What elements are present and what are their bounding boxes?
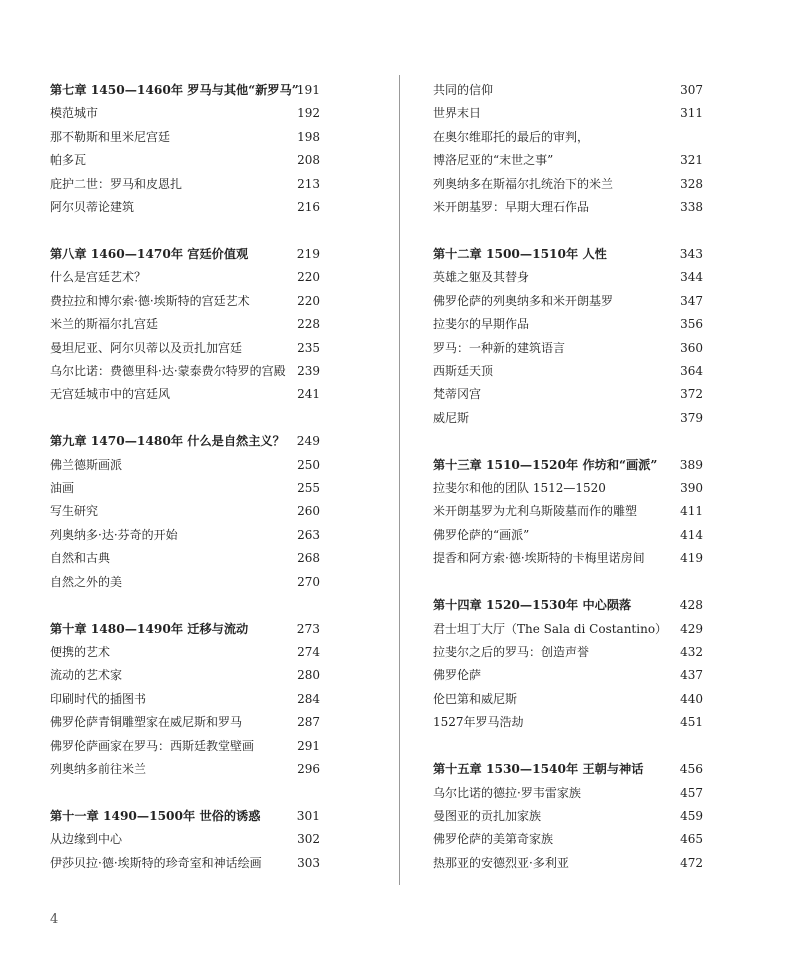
chapter-spacer	[50, 407, 320, 431]
entry-title: 写生研究	[50, 504, 99, 519]
entry-page-number: 429	[680, 621, 703, 636]
chapter-title: 第八章 1460—1470年 宫廷价值观	[50, 246, 249, 261]
entry-page-number: 364	[680, 363, 703, 378]
toc-entry[interactable]	[433, 852, 703, 875]
entry-page-number: 356	[680, 317, 703, 332]
toc-left-column	[50, 79, 320, 875]
chapter-heading[interactable]	[433, 454, 703, 477]
chapter-title: 第十二章 1500—1510年 人性	[433, 246, 607, 261]
chapter-spacer	[433, 735, 703, 759]
chapter-title: 第十四章 1520—1530年 中心陨落	[433, 598, 632, 613]
chapter-page-number: 301	[296, 808, 320, 823]
entry-title: 油画	[50, 481, 75, 496]
chapter-page-number: 219	[296, 246, 320, 261]
chapter-spacer	[50, 781, 320, 805]
toc-entry[interactable]	[50, 735, 320, 758]
entry-title: 从边缘到中心	[50, 832, 123, 847]
entry-title: 共同的信仰	[433, 83, 494, 97]
chapter-heading[interactable]	[50, 243, 320, 266]
toc-entry[interactable]	[433, 618, 703, 641]
toc-entry[interactable]	[50, 852, 320, 875]
toc-entry[interactable]	[433, 828, 703, 851]
entry-title: 便携的艺术	[50, 644, 111, 659]
entry-title: 在奥尔维耶托的最后的审判，	[433, 129, 590, 144]
toc-entry[interactable]	[50, 173, 320, 196]
entry-title: 佛罗伦萨	[433, 668, 482, 683]
entry-title: 拉斐尔之后的罗马：创造声誉	[433, 644, 590, 659]
toc-entry[interactable]	[50, 337, 320, 360]
toc-entry[interactable]	[50, 196, 320, 219]
toc-chapter	[50, 430, 320, 594]
entry-page-number: 302	[297, 832, 320, 847]
entry-page-number: 347	[680, 293, 703, 308]
chapter-page-number: 273	[296, 621, 320, 636]
entry-page-number: 255	[297, 481, 320, 496]
chapter-heading[interactable]	[50, 79, 320, 102]
toc-entry[interactable]	[50, 313, 320, 336]
toc-entry[interactable]	[433, 500, 703, 523]
entry-page-number: 360	[680, 340, 703, 355]
entry-title: 1527年罗马浩劫	[433, 715, 524, 730]
chapter-page-number: 191	[296, 83, 320, 97]
entry-page-number: 260	[297, 504, 320, 519]
entry-page-number: 457	[680, 785, 703, 800]
entry-page-number: 328	[680, 176, 703, 191]
entry-title: 博洛尼亚的“末世之事”	[433, 153, 554, 168]
entry-page-number: 274	[297, 644, 320, 659]
entry-title: 世界末日	[433, 106, 482, 121]
entry-title: 印刷时代的插图书	[50, 691, 147, 706]
toc-entry[interactable]	[50, 266, 320, 289]
chapter-page-number: 249	[296, 434, 320, 449]
entry-title: 伊莎贝拉·德·埃斯特的珍奇室和神话绘画	[50, 855, 262, 870]
entry-title: 自然之外的美	[50, 574, 123, 589]
entry-title: 阿尔贝蒂论建筑	[50, 199, 135, 214]
entry-title: 列奥纳多在斯福尔扎统治下的米兰	[433, 176, 614, 191]
toc-entry[interactable]	[433, 477, 703, 500]
toc-entry[interactable]	[433, 149, 703, 172]
chapter-title: 第十五章 1530—1540年 王朝与神话	[433, 762, 644, 777]
toc-chapter	[433, 758, 703, 875]
entry-page-number: 311	[680, 106, 703, 121]
toc-entry[interactable]	[433, 641, 703, 664]
toc-entry[interactable]	[433, 688, 703, 711]
toc-entry[interactable]	[50, 524, 320, 547]
entry-page-number: 284	[297, 691, 320, 706]
entry-page-number: 280	[297, 668, 320, 683]
entry-title: 佛罗伦萨的列奥纳多和米开朗基罗	[433, 293, 614, 308]
chapter-page-number: 428	[679, 598, 703, 613]
entry-title: 佛兰德斯画派	[50, 457, 123, 472]
entry-page-number: 220	[297, 293, 320, 308]
toc-chapter	[433, 243, 703, 430]
toc-entry[interactable]	[50, 500, 320, 523]
entry-title: 罗马：一种新的建筑语言	[433, 340, 566, 355]
toc-entry[interactable]	[50, 711, 320, 734]
entry-title: 模范城市	[50, 106, 99, 121]
toc-entry[interactable]	[50, 477, 320, 500]
page-number: 4	[50, 912, 59, 927]
entry-page-number: 307	[680, 83, 703, 97]
toc-entry[interactable]	[50, 641, 320, 664]
entry-page-number: 268	[297, 551, 320, 566]
entry-title: 拉斐尔和他的团队 1512—1520	[433, 481, 606, 496]
entry-title: 乌尔比诺：费德里科·达·蒙泰费尔特罗的宫殿	[50, 363, 286, 378]
toc-entry[interactable]	[433, 664, 703, 687]
toc-chapter	[50, 618, 320, 782]
entry-page-number: 372	[680, 387, 703, 402]
entry-title: 列奥纳多前往米兰	[50, 761, 147, 776]
entry-page-number: 390	[680, 481, 703, 496]
toc-entry[interactable]	[50, 547, 320, 570]
entry-page-number: 459	[680, 808, 703, 823]
chapter-spacer	[433, 219, 703, 243]
toc-entry[interactable]	[50, 290, 320, 313]
entry-page-number: 235	[297, 340, 320, 355]
entry-page-number: 270	[297, 574, 320, 589]
chapter-title: 第十一章 1490—1500年 世俗的诱惑	[50, 808, 261, 823]
entry-page-number: 228	[297, 317, 320, 332]
toc-entry[interactable]	[433, 711, 703, 734]
entry-page-number: 440	[680, 691, 703, 706]
toc-entry[interactable]	[50, 102, 320, 125]
chapter-heading[interactable]	[50, 618, 320, 641]
chapter-spacer	[433, 430, 703, 454]
chapter-title: 第十章 1480—1490年 迁移与流动	[50, 621, 249, 636]
entry-title: 流动的艺术家	[50, 668, 123, 683]
chapter-heading[interactable]	[50, 430, 320, 453]
entry-title: 自然和古典	[50, 551, 111, 566]
toc-entry[interactable]	[433, 313, 703, 336]
chapter-spacer	[433, 571, 703, 595]
entry-title: 米兰的斯福尔扎宫廷	[50, 317, 159, 332]
chapter-page-number: 456	[679, 762, 703, 777]
toc-entry[interactable]	[433, 407, 703, 430]
entry-title: 帕多瓦	[50, 153, 87, 168]
entry-page-number: 465	[680, 832, 703, 847]
entry-title: 拉斐尔的早期作品	[433, 317, 530, 332]
entry-page-number: 239	[297, 363, 320, 378]
entry-title: 梵蒂冈宫	[433, 387, 482, 402]
chapter-page-number: 343	[679, 246, 703, 261]
entry-page-number: 414	[680, 527, 703, 542]
entry-title: 米开朗基罗为尤利乌斯陵墓而作的雕塑	[433, 504, 638, 519]
toc-chapter	[433, 79, 703, 219]
entry-page-number: 213	[297, 176, 320, 191]
entry-title: 提香和阿方索·德·埃斯特的卡梅里诺房间	[433, 551, 645, 566]
toc-entry[interactable]	[433, 524, 703, 547]
entry-title: 英雄之躯及其替身	[433, 270, 530, 285]
entry-page-number: 220	[297, 270, 320, 285]
toc-chapter	[50, 805, 320, 875]
toc-entry[interactable]	[433, 173, 703, 196]
entry-title: 乌尔比诺的德拉·罗韦雷家族	[433, 785, 581, 800]
chapter-title: 第十三章 1510—1520年 作坊和“画派”	[433, 457, 658, 472]
entry-page-number: 216	[297, 199, 320, 214]
chapter-page-number: 389	[679, 457, 703, 472]
chapter-spacer	[50, 594, 320, 618]
toc-entry[interactable]	[50, 360, 320, 383]
chapter-heading[interactable]	[433, 594, 703, 617]
entry-page-number: 208	[297, 153, 320, 168]
entry-page-number: 250	[297, 457, 320, 472]
entry-page-number: 419	[680, 551, 703, 566]
toc-entry[interactable]	[433, 102, 703, 125]
entry-page-number: 321	[680, 153, 703, 168]
toc-chapter	[50, 79, 320, 219]
toc-entry[interactable]	[50, 688, 320, 711]
entry-page-number: 296	[297, 761, 320, 776]
chapter-heading[interactable]	[433, 243, 703, 266]
entry-page-number: 192	[297, 106, 320, 121]
entry-page-number: 437	[680, 668, 703, 683]
entry-title: 佛罗伦萨的“画派”	[433, 527, 530, 542]
entry-title: 佛罗伦萨青铜雕塑家在威尼斯和罗马	[50, 715, 243, 730]
entry-page-number: 303	[297, 855, 320, 870]
toc-entry[interactable]	[433, 782, 703, 805]
toc-entry[interactable]	[50, 126, 320, 149]
toc-entry[interactable]	[433, 266, 703, 289]
toc-entry[interactable]	[433, 383, 703, 406]
toc-entry[interactable]	[433, 196, 703, 219]
entry-title: 曼坦尼亚、阿尔贝蒂以及贡扎加宫廷	[50, 340, 243, 355]
toc-entry[interactable]	[50, 828, 320, 851]
toc-entry[interactable]	[433, 79, 703, 102]
entry-page-number: 198	[297, 129, 320, 144]
toc-entry[interactable]	[50, 383, 320, 406]
toc-entry[interactable]	[433, 805, 703, 828]
entry-page-number: 451	[680, 715, 703, 730]
entry-title: 米开朗基罗：早期大理石作品	[433, 199, 590, 214]
entry-page-number: 338	[680, 199, 703, 214]
entry-page-number: 263	[297, 527, 320, 542]
entry-title: 列奥纳多·达·芬奇的开始	[50, 527, 178, 542]
entry-title: 君士坦丁大厅（The Sala di Costantino）	[433, 621, 668, 636]
chapter-title: 第七章 1450—1460年 罗马与其他“新罗马”	[50, 83, 299, 97]
toc-entry[interactable]	[433, 547, 703, 570]
toc-entry[interactable]	[50, 149, 320, 172]
toc-entry[interactable]	[50, 454, 320, 477]
chapter-spacer	[50, 219, 320, 243]
entry-title: 费拉拉和博尔索·德·埃斯特的宫廷艺术	[50, 293, 250, 308]
entry-page-number: 291	[297, 738, 320, 753]
entry-title: 佛罗伦萨画家在罗马：西斯廷教堂壁画	[50, 738, 255, 753]
toc-entry[interactable]	[433, 126, 703, 149]
chapter-heading[interactable]	[50, 805, 320, 828]
entry-title: 西斯廷天顶	[433, 363, 494, 378]
entry-title: 庇护二世：罗马和皮恩扎	[50, 176, 183, 191]
entry-title: 佛罗伦萨的美第奇家族	[433, 832, 554, 847]
toc-entry[interactable]	[433, 360, 703, 383]
entry-page-number: 287	[297, 715, 320, 730]
toc-chapter	[433, 594, 703, 734]
toc-entry[interactable]	[433, 290, 703, 313]
entry-page-number: 241	[297, 387, 320, 402]
entry-page-number: 432	[680, 644, 703, 659]
chapter-title: 第九章 1470—1480年 什么是自然主义？	[50, 434, 285, 449]
column-divider	[399, 75, 400, 885]
toc-entry[interactable]	[50, 664, 320, 687]
toc-entry[interactable]	[50, 758, 320, 781]
entry-title: 曼图亚的贡扎加家族	[433, 808, 542, 823]
entry-title: 无宫廷城市中的宫廷风	[50, 387, 171, 402]
entry-title: 热那亚的安德烈亚·多利亚	[433, 855, 569, 870]
toc-chapter	[50, 243, 320, 407]
toc-entry[interactable]	[433, 337, 703, 360]
chapter-heading[interactable]	[433, 758, 703, 781]
entry-title: 那不勒斯和里米尼宫廷	[50, 129, 171, 144]
toc-right-column	[433, 79, 703, 875]
toc-chapter	[433, 454, 703, 571]
toc-entry[interactable]	[50, 571, 320, 594]
entry-title: 威尼斯	[433, 410, 470, 425]
entry-page-number: 411	[680, 504, 703, 519]
entry-page-number: 379	[680, 410, 703, 425]
entry-page-number: 344	[680, 270, 703, 285]
entry-title: 什么是宫廷艺术？	[50, 270, 147, 285]
entry-title: 伦巴第和威尼斯	[433, 691, 518, 706]
entry-page-number: 472	[680, 855, 703, 870]
